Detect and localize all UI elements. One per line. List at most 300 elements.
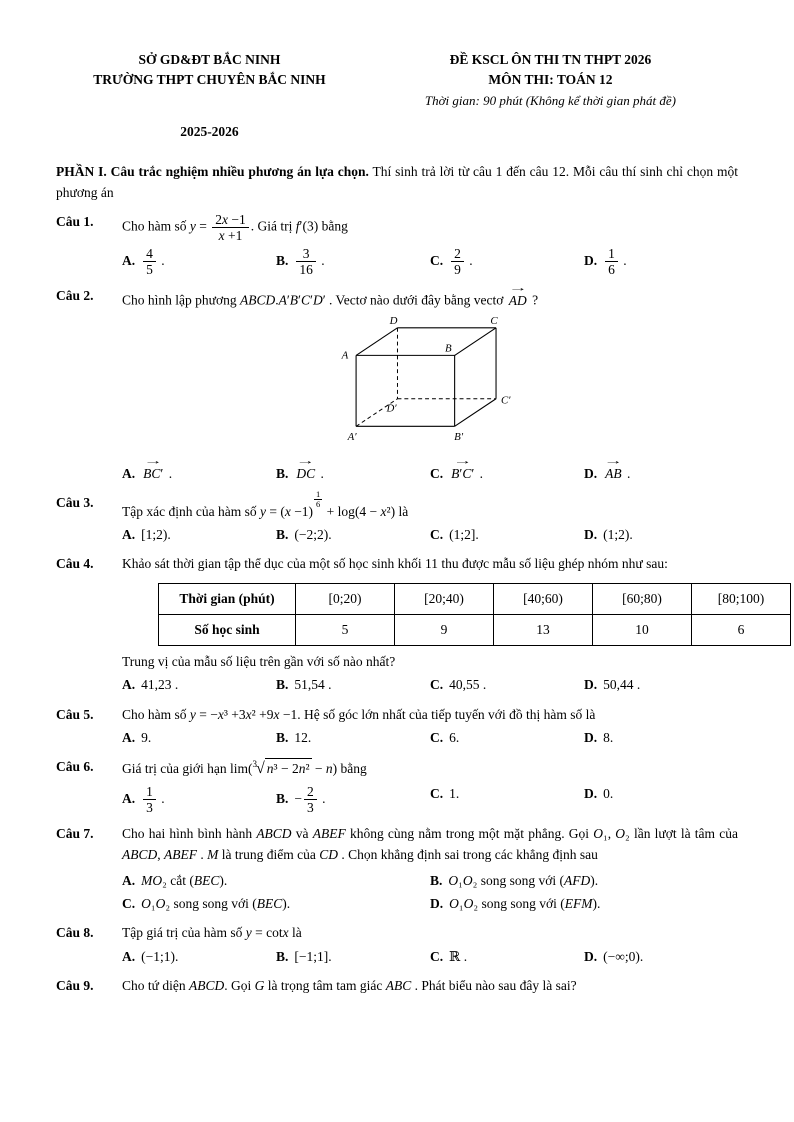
options xyxy=(122,868,738,915)
option-label: D. xyxy=(430,896,444,911)
option-content xyxy=(141,949,178,964)
text-run: [1;2). xyxy=(141,527,171,543)
option-d xyxy=(584,525,738,545)
text-run: [−1;1]. xyxy=(294,948,332,964)
text-run: (−1;1). xyxy=(141,948,179,964)
math-text: + xyxy=(323,503,338,519)
math-text: 2 xyxy=(215,211,223,227)
question-label: Câu 7. xyxy=(56,826,94,842)
option-label: D. xyxy=(584,786,598,802)
vector xyxy=(296,456,316,481)
table-row-values xyxy=(159,614,791,645)
math-var: ABC xyxy=(385,977,412,993)
math-var: O xyxy=(448,872,459,888)
math-var: C xyxy=(301,292,311,308)
question-subtext: Trung vị của mẫu số liệu trên gần với số nào nhất? xyxy=(122,654,396,670)
text-run: là trọng tâm tam giác xyxy=(264,977,386,993)
option-content xyxy=(141,527,171,542)
question-1 xyxy=(56,212,738,277)
option-content xyxy=(449,730,459,745)
math-var: O xyxy=(463,896,474,911)
header xyxy=(56,50,738,110)
math-run xyxy=(240,293,326,308)
text-run: 6. xyxy=(449,729,460,745)
math-run xyxy=(559,873,594,888)
math-var: x xyxy=(218,227,225,243)
math-var: O xyxy=(593,826,603,842)
fraction-denominator xyxy=(296,262,316,277)
option-c xyxy=(430,947,584,967)
math-run xyxy=(448,873,477,888)
option-label: B. xyxy=(276,729,289,745)
radical-degree: 3 xyxy=(252,759,257,770)
option-b xyxy=(276,947,430,967)
options xyxy=(122,525,738,545)
text-run: . Gọi xyxy=(224,977,255,993)
option-label: C. xyxy=(430,252,444,268)
option-label: D. xyxy=(584,729,598,745)
math-var: B xyxy=(289,292,299,308)
math-text: ′ xyxy=(298,292,301,308)
radical xyxy=(253,761,312,776)
math-text: ²) xyxy=(386,503,396,519)
math-text: ( xyxy=(560,896,565,911)
math-run xyxy=(386,978,412,993)
text-run: Giá trị của giới hạn xyxy=(122,761,230,777)
table-cell: 10 xyxy=(593,614,692,645)
option-c xyxy=(430,784,584,815)
text-run: . xyxy=(286,896,291,911)
math-text: ′ xyxy=(459,465,463,481)
math-text: ) xyxy=(590,872,595,888)
math-text: ₁, xyxy=(603,826,616,842)
table-cell: 13 xyxy=(494,614,593,645)
math-text: ′ xyxy=(322,292,326,308)
text-run: Tập giá trị của hàm số xyxy=(122,925,246,941)
math-text: (4 − xyxy=(354,503,381,519)
math-var: EFM xyxy=(564,896,593,911)
option-d xyxy=(584,947,738,967)
option-label: A. xyxy=(122,790,136,806)
table-cell: 9 xyxy=(395,614,494,645)
option-label: A. xyxy=(122,252,136,268)
option-label: D. xyxy=(584,948,598,964)
vector xyxy=(603,456,623,481)
option-label: B. xyxy=(430,872,443,888)
option-a xyxy=(122,675,276,695)
question-body xyxy=(122,554,765,695)
question-label: Câu 8. xyxy=(56,925,94,941)
question-text xyxy=(122,923,738,943)
option-c xyxy=(430,456,584,484)
fraction-denominator xyxy=(605,262,618,277)
math-text: 3 xyxy=(146,800,153,816)
text-run: là trung điểm của xyxy=(218,846,320,862)
math-var: ABEF xyxy=(312,826,346,842)
cube-vertex-label-b: B xyxy=(445,342,452,355)
math-var: BC xyxy=(143,465,161,481)
fraction-numerator: 1 xyxy=(316,488,321,499)
part1-intro xyxy=(56,162,738,203)
option-content xyxy=(449,949,467,964)
option-a xyxy=(122,525,276,545)
fraction xyxy=(605,246,618,277)
question-3 xyxy=(56,488,738,545)
option-c xyxy=(430,728,584,748)
text-run: Cho hai hình bình hành xyxy=(122,826,257,842)
math-var: y xyxy=(189,706,196,722)
fraction-numerator xyxy=(212,212,249,228)
option-label: C. xyxy=(430,677,444,693)
text-run: . xyxy=(596,896,601,911)
option-a xyxy=(122,871,430,891)
option-a xyxy=(122,784,276,815)
option-label: A. xyxy=(122,527,136,543)
fraction-denominator xyxy=(143,800,156,815)
option-label: B. xyxy=(276,790,289,806)
vector xyxy=(143,456,164,481)
question-label: Câu 6. xyxy=(56,759,94,775)
fraction xyxy=(143,784,156,815)
text-run: 8. xyxy=(603,729,614,745)
question-text xyxy=(122,976,738,996)
math-text: ³ +3 xyxy=(223,706,246,722)
math-var: MO xyxy=(141,872,163,888)
math-run xyxy=(355,504,395,519)
cube-figure xyxy=(326,314,534,450)
text-run: song song với xyxy=(478,896,561,911)
fraction-denominator: 6 xyxy=(316,499,321,510)
text-run: song song với xyxy=(477,872,560,888)
math-text: ₁ xyxy=(458,896,464,911)
option-label: B. xyxy=(276,252,289,268)
option-label: D. xyxy=(584,677,598,693)
math-var: AB xyxy=(605,465,622,481)
option-content xyxy=(449,786,459,801)
options xyxy=(122,728,738,748)
option-content xyxy=(294,677,331,692)
exponent-fraction xyxy=(314,490,322,510)
question-text xyxy=(122,488,738,522)
math-run xyxy=(252,896,287,911)
math-var: ABEF xyxy=(164,846,197,862)
table-cell: [40;60) xyxy=(494,583,593,614)
cube-vertex-label-b2: B′ xyxy=(454,431,464,444)
option-content xyxy=(603,949,643,964)
math-text: ₂ xyxy=(162,872,167,888)
option-label: A. xyxy=(122,677,136,693)
fraction-numerator xyxy=(605,246,618,262)
math-run xyxy=(248,761,253,776)
cube-vertex-label-d: D xyxy=(389,314,398,327)
radicand xyxy=(265,758,312,779)
fraction-denominator xyxy=(304,800,317,815)
option-d xyxy=(584,675,738,695)
option-content xyxy=(141,730,151,745)
option-label: C. xyxy=(430,948,444,964)
math-var: ABCD xyxy=(122,846,158,862)
fraction-denominator xyxy=(451,262,464,277)
part1-subtitle: Thí sinh trả lời từ câu 1 đến câu 12. Mỗi câu thí sinh chỉ chọn một phương án xyxy=(56,164,738,200)
option-c xyxy=(430,525,584,545)
math-run xyxy=(323,504,337,519)
text-run: . xyxy=(223,872,228,888)
math-text: ³ − 2 xyxy=(273,761,299,777)
table-cell: 6 xyxy=(692,614,791,645)
option-c xyxy=(122,894,430,914)
math-var: y xyxy=(259,503,266,519)
option-a xyxy=(122,728,276,748)
option-label: C. xyxy=(430,527,444,543)
text-run: 51,54 . xyxy=(294,677,332,693)
math-var: x xyxy=(380,503,387,519)
math-run xyxy=(190,218,210,233)
text-run: . Vectơ nào dưới đây bằng vectơ xyxy=(325,292,507,308)
math-var: x xyxy=(284,503,291,519)
math-text: ′ xyxy=(471,465,475,481)
vector-arrow-icon: → xyxy=(453,456,473,468)
option-label: B. xyxy=(276,948,289,964)
text-run: . xyxy=(165,465,173,481)
option-label: C. xyxy=(430,465,444,481)
question-body xyxy=(122,283,738,484)
options xyxy=(122,246,738,277)
math-run xyxy=(560,896,597,911)
math-text: ( xyxy=(559,872,564,888)
option-b xyxy=(276,675,430,695)
math-run xyxy=(190,707,297,722)
math-run xyxy=(141,873,167,888)
option-content xyxy=(603,730,613,745)
option-content xyxy=(449,456,484,481)
stats-table-wrap xyxy=(158,583,765,647)
text-run: . xyxy=(318,790,326,806)
time-note: Thời gian: 90 phút (Không kể thời gian phát đề) xyxy=(424,92,676,108)
fraction-numerator xyxy=(143,246,156,262)
option-content xyxy=(141,784,165,816)
option-label: C. xyxy=(122,896,136,911)
math-run xyxy=(255,978,265,993)
fraction xyxy=(296,246,316,277)
question-4 xyxy=(56,554,765,695)
fraction-numerator xyxy=(304,784,317,800)
math-var: M xyxy=(207,846,219,862)
question-8 xyxy=(56,923,738,967)
math-var: O xyxy=(155,896,166,911)
question-text xyxy=(122,824,738,865)
option-content xyxy=(294,527,331,542)
math-text: 9 xyxy=(454,262,461,278)
math-text: ( xyxy=(252,896,257,911)
option-content xyxy=(294,245,325,278)
text-run: . xyxy=(465,252,473,268)
text-run: . xyxy=(317,465,324,481)
text-run: . xyxy=(197,846,208,862)
math-run xyxy=(246,925,266,940)
table-row-header xyxy=(159,583,791,614)
math-text: 1 xyxy=(146,784,153,800)
math-text: ₂ xyxy=(472,872,478,888)
math-text: ′(3) xyxy=(299,218,319,234)
text-run: là xyxy=(288,925,302,941)
question-body xyxy=(122,923,738,967)
text-run: không cùng nằm trong một mặt phẳng. Gọi xyxy=(345,826,594,842)
fraction xyxy=(304,784,317,815)
school-year: 2025-2026 xyxy=(180,124,239,139)
math-text: −1 xyxy=(228,211,246,227)
math-var: BEC xyxy=(193,872,220,888)
vector-body xyxy=(605,466,622,482)
text-run: là xyxy=(395,503,409,519)
option-label: A. xyxy=(122,872,136,888)
vector-body xyxy=(143,466,163,482)
math-text: 16 xyxy=(299,262,313,278)
math-var: C xyxy=(462,465,472,481)
option-d xyxy=(584,456,738,484)
question-label: Câu 9. xyxy=(56,977,94,993)
math-run xyxy=(449,896,478,911)
text-run: . xyxy=(317,252,325,268)
table-cell: [0;20) xyxy=(296,583,395,614)
text-run: bằng xyxy=(318,218,348,234)
math-var: O xyxy=(141,896,151,911)
cube-vertex-label-a2: A′ xyxy=(347,431,357,444)
text-run: . xyxy=(476,465,484,481)
option-label: A. xyxy=(122,729,136,745)
question-7 xyxy=(56,824,738,914)
fraction-numerator xyxy=(143,784,156,800)
text-run: song song với xyxy=(170,896,253,911)
math-var: CD xyxy=(319,846,338,862)
radical-sign: √ xyxy=(256,760,265,778)
question-9 xyxy=(56,976,738,996)
math-text: = ( xyxy=(265,503,285,519)
option-label: D. xyxy=(584,252,598,268)
math-text: 5 xyxy=(146,262,153,278)
text-run: 41,23 . xyxy=(141,677,179,693)
option-c xyxy=(430,675,584,695)
option-label: D. xyxy=(584,465,598,481)
math-text: ) xyxy=(332,761,338,777)
vector-arrow-icon: → xyxy=(508,283,528,295)
math-var: O xyxy=(615,826,626,842)
options xyxy=(122,675,738,695)
text-run: . Phát biểu nào sau đây là sai? xyxy=(411,977,577,993)
option-label: B. xyxy=(276,677,289,693)
math-text: 3 xyxy=(302,245,310,261)
math-text: . xyxy=(275,292,279,308)
vector-arrow-icon: → xyxy=(143,456,163,468)
cube-vertex-label-d2: D′ xyxy=(386,402,397,415)
question-text xyxy=(122,212,738,243)
fraction xyxy=(451,246,464,277)
text-run: Cho hình lập phương xyxy=(122,292,240,308)
option-label: C. xyxy=(430,729,444,745)
option-content xyxy=(141,896,290,911)
option-d xyxy=(430,894,738,914)
text-run: ℝ . xyxy=(449,948,468,964)
math-function: lim xyxy=(229,761,248,777)
math-text: ) xyxy=(219,872,224,888)
math-text: −1) xyxy=(290,503,314,519)
math-text: ₂ xyxy=(625,826,630,842)
option-a xyxy=(122,456,276,484)
text-run: . xyxy=(157,252,165,268)
question-body xyxy=(122,824,738,914)
fraction-denominator xyxy=(143,262,156,277)
school-name: TRƯỜNG THPT CHUYÊN BẮC NINH xyxy=(93,72,326,88)
text-run: . Hệ số góc lớn nhất của tiếp tuyến với đồ thị hàm số là xyxy=(297,706,596,722)
option-content xyxy=(449,527,479,542)
math-text: −1 xyxy=(279,706,298,722)
math-text: , xyxy=(157,846,164,862)
text-run: (1;2). xyxy=(603,527,633,543)
math-text: ( xyxy=(248,761,253,777)
table-cell: [80;100) xyxy=(692,583,791,614)
math-text: − xyxy=(311,761,326,777)
math-var: x xyxy=(282,925,289,941)
math-var: D xyxy=(312,292,323,308)
vector xyxy=(451,456,475,481)
vector-body xyxy=(296,466,315,482)
math-text: 3 xyxy=(307,800,314,816)
question-label: Câu 5. xyxy=(56,706,94,722)
math-run xyxy=(296,218,318,233)
math-text: 1 xyxy=(608,245,615,261)
option-d xyxy=(584,784,738,815)
vector-arrow-icon: → xyxy=(603,456,623,468)
math-var: x xyxy=(217,706,224,722)
math-var: ABCD xyxy=(239,292,276,308)
option-c xyxy=(430,246,584,277)
math-var: DC xyxy=(296,465,316,481)
option-b xyxy=(276,525,430,545)
option-d xyxy=(584,246,738,277)
option-b xyxy=(276,728,430,748)
option-a xyxy=(122,246,276,277)
math-run xyxy=(593,826,630,841)
table-cell: Số học sinh xyxy=(159,614,296,645)
text-run: Cho tứ diện xyxy=(122,977,189,993)
math-text: ) xyxy=(282,896,287,911)
math-var: x xyxy=(222,211,229,227)
math-text: +1 xyxy=(224,227,243,243)
math-var: A xyxy=(278,292,287,308)
math-text: − xyxy=(294,790,303,806)
option-content xyxy=(449,677,486,692)
math-run xyxy=(312,761,338,776)
option-b xyxy=(276,246,430,277)
option-label: A. xyxy=(122,948,136,964)
math-text: ² +9 xyxy=(251,706,274,722)
math-var: n xyxy=(325,761,333,777)
vector-body xyxy=(509,293,527,309)
math-run xyxy=(256,826,291,841)
math-text: = xyxy=(195,218,211,234)
options xyxy=(122,947,738,967)
header-left xyxy=(56,50,363,110)
part1-title: PHẦN I. Câu trắc nghiệm nhiều phương án lựa chọn. xyxy=(56,164,369,180)
text-run: 40,55 . xyxy=(449,677,487,693)
option-a xyxy=(122,947,276,967)
math-var: BEC xyxy=(256,896,283,911)
option-d xyxy=(584,728,738,748)
option-b xyxy=(276,456,430,484)
math-run xyxy=(294,791,302,806)
cube-vertex-label-a: A xyxy=(341,349,349,362)
option-content xyxy=(603,527,633,542)
math-run xyxy=(141,896,170,911)
